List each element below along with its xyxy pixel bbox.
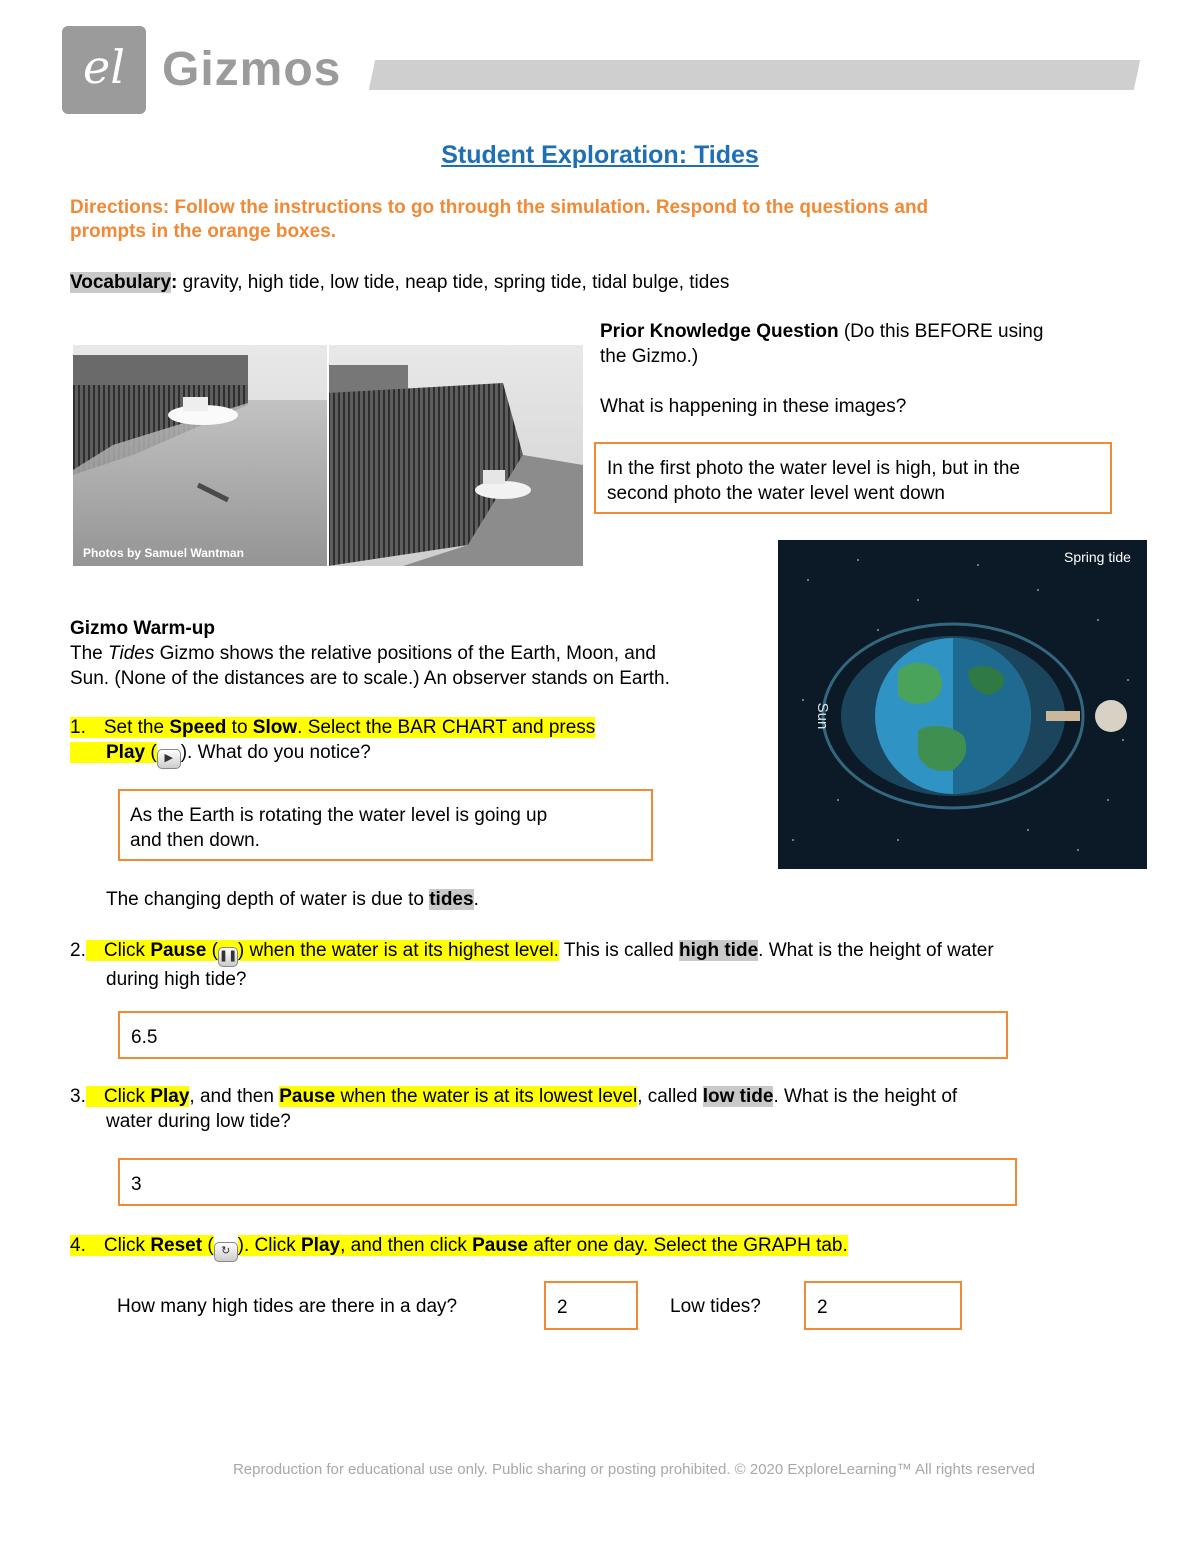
logo-mark: [62, 26, 146, 114]
warmup-heading: Gizmo Warm-up: [70, 618, 215, 639]
vocabulary-label: Vocabulary: [70, 272, 172, 293]
prior-knowledge-note-2: the Gizmo.): [600, 346, 699, 367]
q4-high-tides-question: How many high tides are there in a day?: [117, 1296, 458, 1317]
q3-answer-box[interactable]: [118, 1158, 1017, 1206]
earth-moon-illustration: [778, 540, 1147, 869]
q2-text-b: ) when the water is at its highest level.: [237, 940, 559, 961]
harbor-photos: [73, 345, 583, 566]
q4-text-a: ). Click: [237, 1235, 301, 1256]
q4-play: Play: [301, 1235, 341, 1256]
prior-knowledge-answer-line-1: In the first photo the water level is high, but in the: [607, 458, 1020, 479]
q4-low-tides-question: Low tides?: [670, 1296, 761, 1317]
q2-text-d: . What is the height of water: [758, 940, 994, 961]
q2-term: high tide: [678, 940, 759, 961]
warmup: [70, 616, 770, 691]
vocabulary: [70, 270, 729, 295]
q1-followup: [106, 887, 479, 912]
q4-low-tides-answer-box[interactable]: [804, 1281, 962, 1330]
q1-followup-end: .: [473, 889, 479, 910]
q2-paren-open: (: [206, 940, 218, 961]
footer: Reproduction for educational use only. Public sharing or posting prohibited. © 2020 ExploreLearning™ All rights reserved: [232, 1461, 1036, 1478]
q3-play: Play: [150, 1086, 190, 1107]
simulation-image: [778, 540, 1147, 869]
reset-icon: ↻: [214, 1242, 238, 1262]
q1-question: What do you notice?: [192, 742, 371, 763]
photo-credit: Photos by Samuel Wantman: [83, 546, 244, 560]
q2-answer: 6.5: [131, 1027, 158, 1048]
warmup-gizmo-name: Tides: [108, 643, 155, 664]
q3-click: Click: [103, 1086, 151, 1107]
q3-answer: 3: [131, 1174, 142, 1195]
header: [62, 24, 1142, 114]
q1-paren-close: ).: [180, 742, 193, 763]
q1-text-b: . Select the BAR CHART and press: [297, 717, 596, 738]
q1-answer-line-1: As the Earth is rotating the water level is going up: [130, 805, 548, 826]
prior-knowledge-answer-box[interactable]: [594, 442, 1112, 514]
q3-term: low tide: [702, 1086, 774, 1107]
directions-line-1: Directions: Follow the instructions to go through the simulation. Respond to the questions and: [70, 197, 929, 218]
spring-tide-label: Spring tide: [1064, 549, 1131, 565]
q2-line-2: during high tide?: [106, 969, 247, 990]
question-1: [70, 715, 690, 769]
q4-high-tides-answer: 2: [557, 1297, 568, 1318]
q1-paren-open: (: [145, 742, 157, 763]
q4-pause: Pause: [472, 1235, 529, 1256]
q3-text-c: , called: [637, 1086, 703, 1107]
q1-speed: Speed: [169, 717, 227, 738]
q3-pause: Pause: [279, 1086, 336, 1107]
play-icon: ▶: [157, 749, 181, 769]
q1-answer-box[interactable]: [118, 789, 653, 861]
q4-number: 4.: [70, 1235, 86, 1256]
warmup-text-a: The: [70, 643, 109, 664]
prior-knowledge-question: What is happening in these images?: [600, 396, 907, 417]
question-2: [70, 938, 1150, 992]
logo-mark-text: el: [83, 40, 125, 94]
pause-icon: ❚❚: [218, 947, 238, 967]
directions: [70, 196, 1130, 244]
directions-line-2: prompts in the orange boxes.: [70, 221, 337, 242]
q2-text-c: This is called: [558, 940, 679, 961]
q4-paren-open: (: [202, 1235, 214, 1256]
q3-text-b: when the water is at its lowest level: [335, 1086, 638, 1107]
brand-name: Gizmos: [162, 43, 342, 96]
q2-click: Click: [103, 940, 151, 961]
q4-text-c: after one day. Select the GRAPH tab.: [528, 1235, 848, 1256]
q1-slow: Slow: [252, 717, 298, 738]
question-4: [70, 1233, 1150, 1262]
warmup-text-b: Gizmo shows the relative positions of the Earth, Moon, and: [154, 643, 656, 664]
header-bar: [369, 60, 1140, 90]
prior-knowledge-answer-line-2: second photo the water level went down: [607, 483, 945, 504]
q3-text-a: , and then: [189, 1086, 280, 1107]
q4-text-b: , and then click: [340, 1235, 473, 1256]
q4-low-tides-answer: 2: [817, 1297, 828, 1318]
vocabulary-colon: :: [171, 272, 178, 293]
sun-label: Sun: [814, 702, 831, 730]
q1-followup-term: tides: [429, 889, 474, 910]
q1-answer-line-2: and then down.: [130, 830, 260, 851]
q1-to: to: [226, 717, 253, 738]
q2-pause: Pause: [150, 940, 207, 961]
page-title: Student Exploration: Tides: [441, 141, 759, 169]
q3-text-d: . What is the height of: [773, 1086, 958, 1107]
q4-high-tides-answer-box[interactable]: [544, 1281, 638, 1330]
harbor-photo-illustration: [73, 345, 583, 566]
question-3: [70, 1084, 1150, 1134]
q2-number: 2.: [70, 940, 86, 961]
q4-click: Click: [103, 1235, 151, 1256]
q3-line-2: water during low tide?: [106, 1111, 291, 1132]
q1-play: Play: [106, 742, 146, 763]
warmup-text-line-2: Sun. (None of the distances are to scale.) An observer stands on Earth.: [70, 668, 670, 689]
q1-followup-text: The changing depth of water is due to: [106, 889, 430, 910]
q1-text-a: Set the: [103, 717, 170, 738]
q3-number: 3.: [70, 1086, 86, 1107]
prior-knowledge: [600, 319, 1120, 419]
prior-knowledge-heading: Prior Knowledge Question: [600, 321, 839, 342]
prior-knowledge-note: (Do this BEFORE using: [838, 321, 1044, 342]
q2-answer-box[interactable]: [118, 1011, 1008, 1059]
q4-reset: Reset: [150, 1235, 203, 1256]
q1-number: 1.: [70, 717, 86, 738]
vocabulary-terms: gravity, high tide, low tide, neap tide, spring tide, tidal bulge, tides: [177, 272, 730, 293]
